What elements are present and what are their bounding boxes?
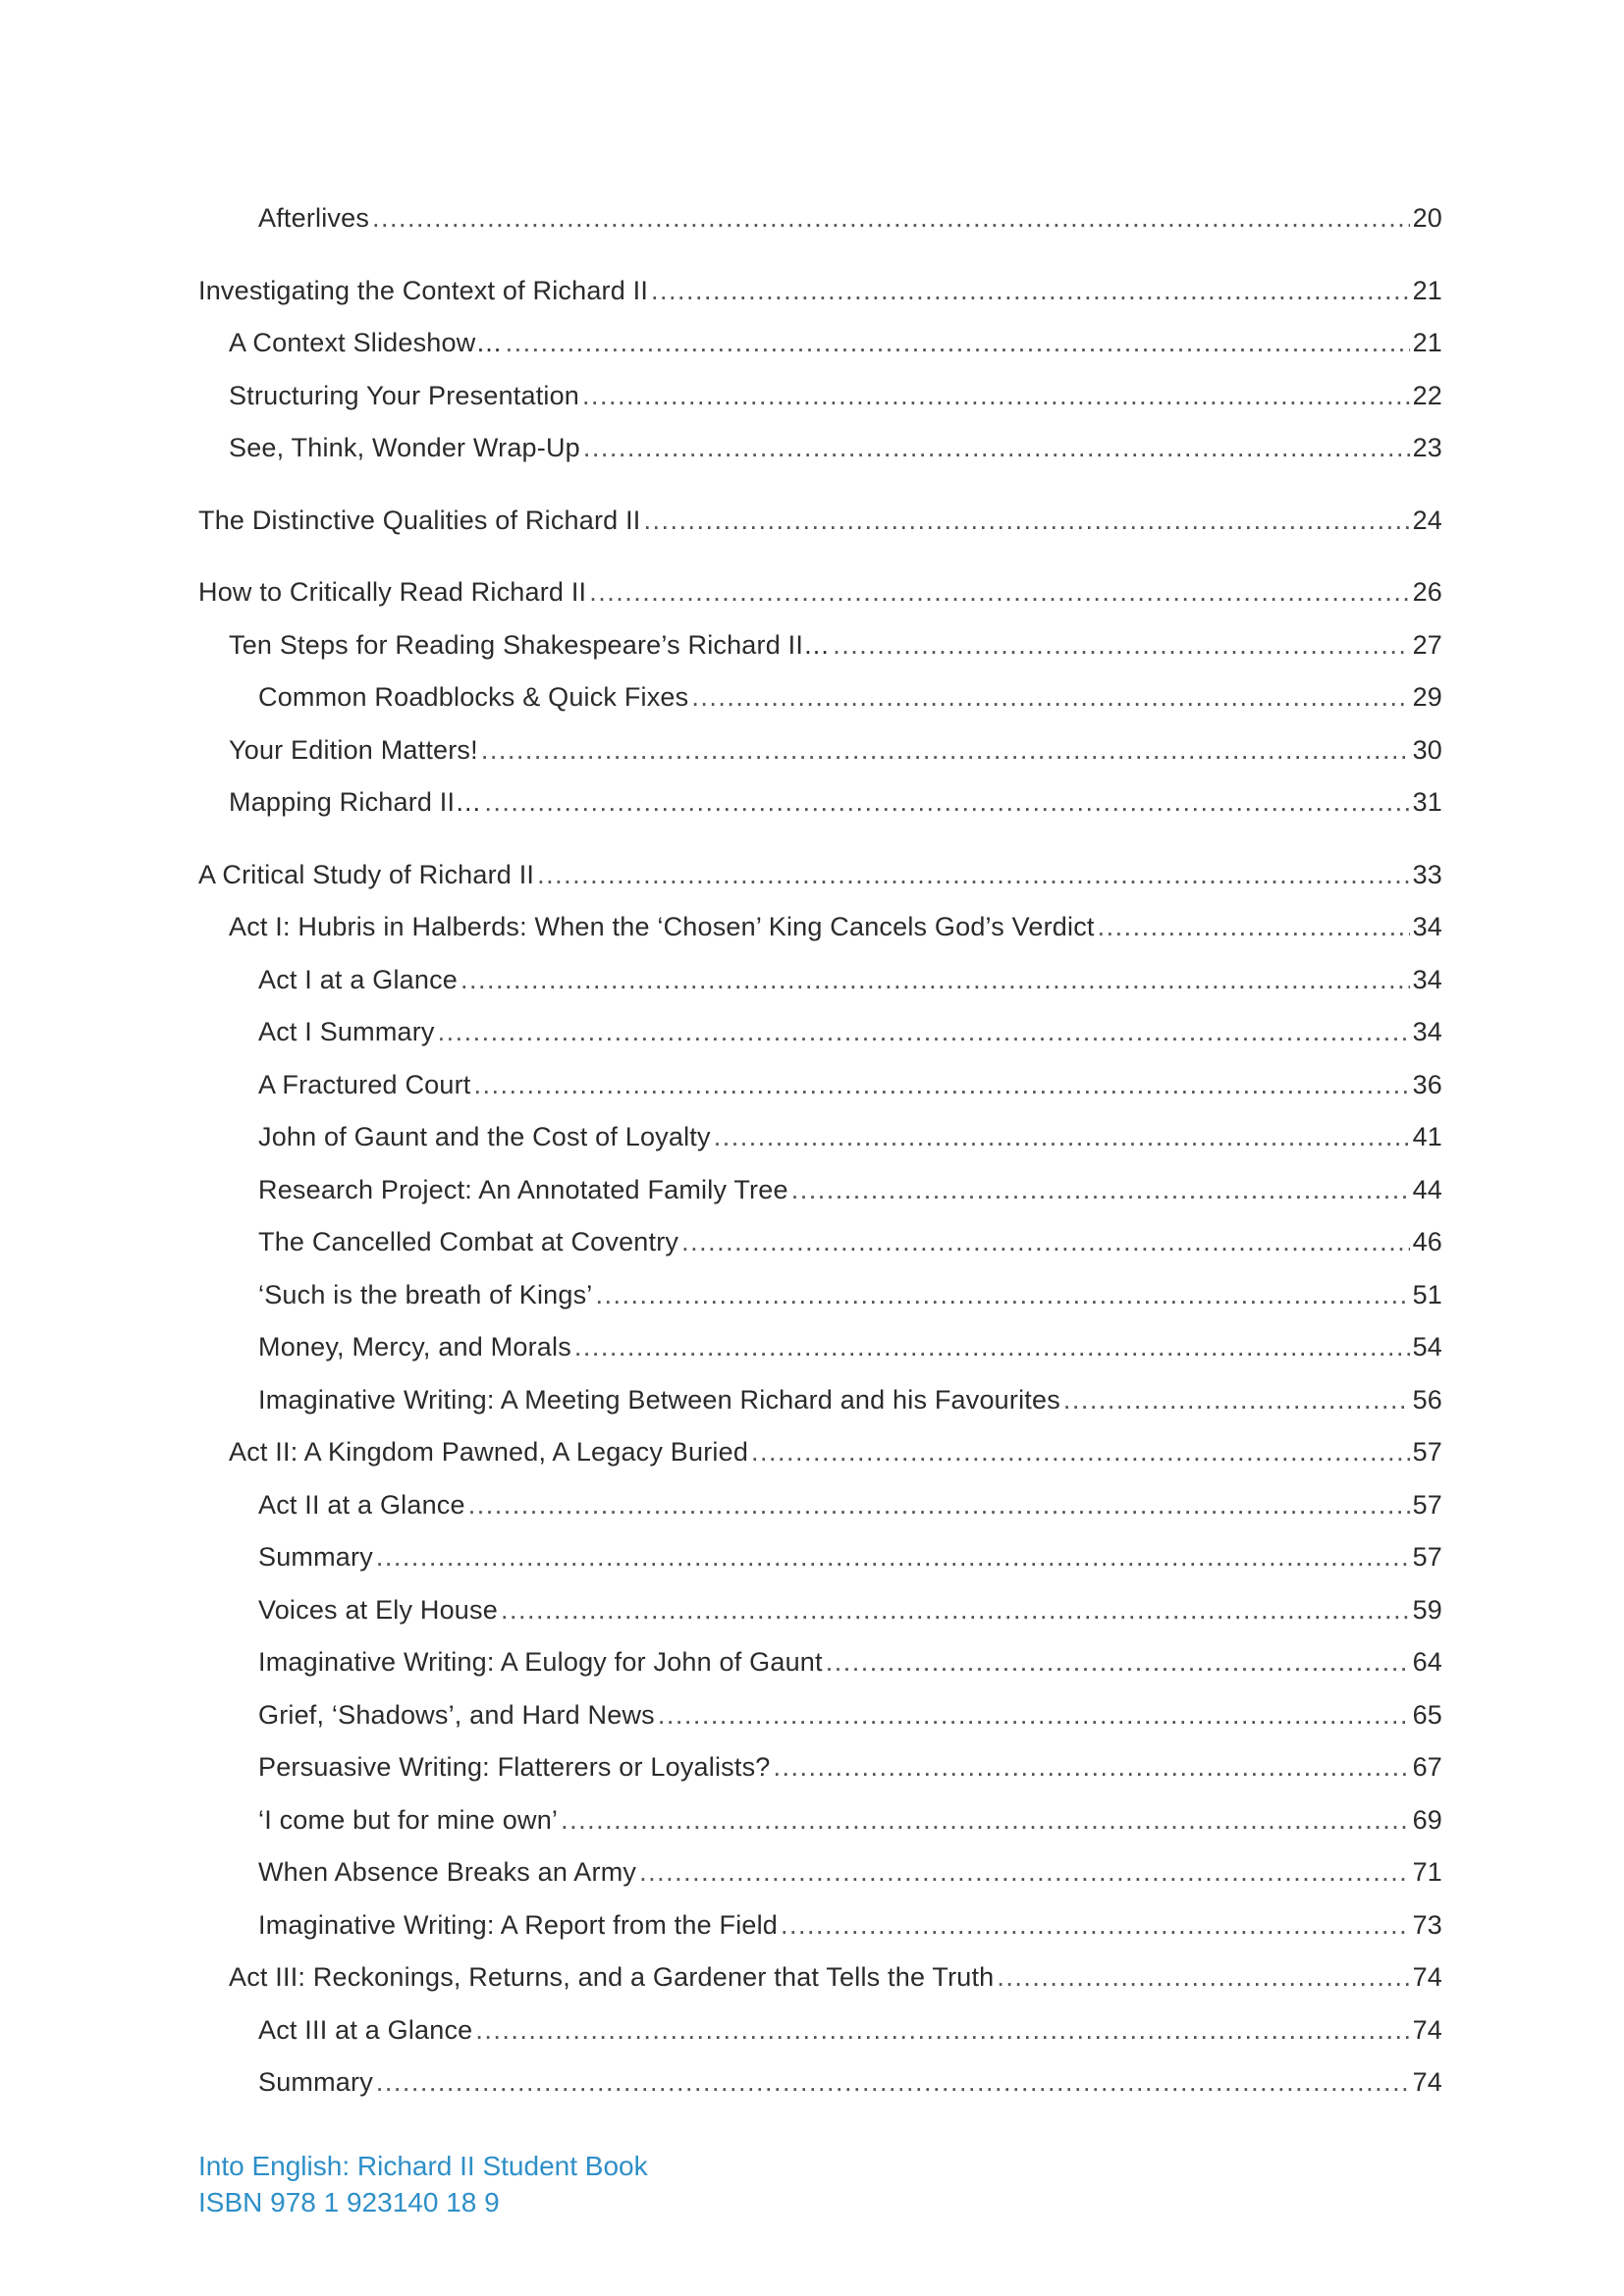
toc-entry[interactable] [198, 1794, 1442, 1847]
toc-dot-leader [639, 1846, 1409, 1899]
toc-entry-page-number: 44 [1412, 1174, 1442, 1204]
toc-entry-page-number: 71 [1412, 1857, 1442, 1887]
toc-entry-title: Structuring Your Presentation [229, 380, 580, 410]
toc-dot-leader [574, 1321, 1410, 1374]
toc-dot-leader [596, 1269, 1410, 1322]
toc-entry-title: A Context Slideshow… [229, 328, 503, 357]
toc-entry-title: Ten Steps for Reading Shakespeare’s Richard II… [229, 629, 831, 660]
toc-entry-title: How to Critically Read Richard II [198, 577, 587, 607]
page-footer [198, 2148, 648, 2220]
toc-entry-title: Your Edition Matters! [229, 734, 478, 765]
toc-entry[interactable] [198, 1321, 1442, 1374]
toc-entry-page-number: 57 [1412, 1437, 1442, 1467]
toc-entry-page-number: 54 [1412, 1332, 1442, 1362]
toc-entry-title: Common Roadblocks & Quick Fixes [258, 682, 689, 712]
toc-entry-page-number: 23 [1412, 433, 1442, 462]
toc-dot-leader [1063, 1374, 1410, 1427]
toc-dot-leader [781, 1899, 1410, 1952]
toc-entry-page-number: 34 [1412, 964, 1442, 994]
toc-entry-title: Act I at a Glance [258, 964, 458, 994]
toc-entry-page-number: 26 [1412, 577, 1442, 607]
toc-entry[interactable] [198, 1479, 1442, 1532]
toc-entry-page-number: 33 [1412, 859, 1442, 889]
toc-entry-title: Act III at a Glance [258, 2014, 473, 2045]
toc-entry-title: Imaginative Writing: A Meeting Between Richard and his Favourites [258, 1384, 1060, 1415]
toc-dot-leader [826, 1636, 1410, 1689]
toc-entry-page-number: 57 [1412, 1489, 1442, 1520]
toc-dot-leader [681, 1216, 1409, 1269]
toc-dot-leader [714, 1111, 1410, 1164]
toc-entry[interactable] [198, 1951, 1442, 2004]
toc-entry-page-number: 27 [1412, 629, 1442, 660]
toc-entry-title: Imaginative Writing: A Report from the Field [258, 1909, 779, 1940]
toc-entry[interactable] [198, 1374, 1442, 1427]
toc-dot-leader [1098, 901, 1410, 954]
table-of-contents [198, 192, 1442, 2109]
toc-entry[interactable] [198, 1164, 1442, 1217]
toc-dot-leader [376, 2056, 1410, 2109]
toc-dot-leader [475, 2004, 1409, 2057]
toc-dot-leader [751, 1426, 1410, 1479]
toc-entry-page-number: 74 [1412, 2067, 1442, 2097]
toc-entry-title: When Absence Breaks an Army [258, 1857, 637, 1887]
toc-entry-title: Grief, ‘Shadows’, and Hard News [258, 1699, 655, 1730]
toc-entry[interactable] [198, 1111, 1442, 1164]
toc-entry-title: Summary [258, 2067, 373, 2097]
toc-entry-page-number: 29 [1412, 682, 1442, 712]
toc-entry-page-number: 67 [1412, 1752, 1442, 1782]
toc-dot-leader [506, 317, 1410, 370]
toc-entry-title: Persuasive Writing: Flatterers or Loyalists? [258, 1752, 771, 1782]
toc-entry[interactable] [198, 901, 1442, 954]
footer-book-title: Into English: Richard II Student Book [198, 2151, 648, 2181]
toc-entry[interactable] [198, 370, 1442, 423]
toc-dot-leader [474, 1059, 1410, 1112]
toc-entry-title: Mapping Richard II… [229, 787, 482, 817]
toc-entry[interactable] [198, 1059, 1442, 1112]
toc-entry-page-number: 31 [1412, 787, 1442, 817]
toc-entry-page-number: 20 [1412, 203, 1442, 233]
toc-entry-page-number: 24 [1412, 505, 1442, 535]
toc-entry-page-number: 36 [1412, 1069, 1442, 1099]
toc-dot-leader [537, 849, 1409, 902]
toc-entry[interactable] [198, 1216, 1442, 1269]
toc-dot-leader [582, 370, 1410, 423]
toc-entry-page-number: 30 [1412, 734, 1442, 765]
toc-entry-page-number: 21 [1412, 275, 1442, 305]
toc-entry-page-number: 56 [1412, 1384, 1442, 1415]
toc-entry[interactable] [198, 1006, 1442, 1059]
toc-entry[interactable] [198, 776, 1442, 829]
toc-entry-title: Research Project: An Annotated Family Tree [258, 1174, 788, 1204]
toc-dot-leader [481, 724, 1410, 777]
toc-dot-leader [589, 566, 1409, 619]
toc-entry-title: A Critical Study of Richard II [198, 859, 535, 889]
toc-dot-leader [468, 1479, 1410, 1532]
toc-dot-leader [561, 1794, 1409, 1847]
toc-entry-title: Act II: A Kingdom Pawned, A Legacy Buried [229, 1437, 749, 1467]
toc-entry-title: Act I: Hubris in Halberds: When the ‘Chosen’ King Cancels God’s Verdict [229, 912, 1095, 941]
toc-entry-title: Investigating the Context of Richard II [198, 275, 649, 305]
toc-entry[interactable] [198, 619, 1442, 672]
toc-dot-leader [643, 495, 1409, 548]
toc-entry[interactable] [198, 495, 1442, 548]
toc-dot-leader [651, 265, 1410, 318]
toc-entry-page-number: 74 [1412, 2014, 1442, 2045]
toc-entry[interactable] [198, 566, 1442, 619]
toc-entry[interactable] [198, 1899, 1442, 1952]
toc-entry-page-number: 34 [1412, 1017, 1442, 1046]
toc-entry-page-number: 21 [1412, 328, 1442, 357]
toc-entry-title: John of Gaunt and the Cost of Loyalty [258, 1122, 711, 1151]
toc-entry[interactable] [198, 192, 1442, 245]
toc-entry-page-number: 64 [1412, 1647, 1442, 1677]
toc-entry[interactable] [198, 671, 1442, 724]
toc-entry[interactable] [198, 1741, 1442, 1794]
toc-entry-page-number: 59 [1412, 1594, 1442, 1625]
toc-dot-leader [438, 1006, 1410, 1059]
toc-dot-leader [997, 1951, 1409, 2004]
toc-dot-leader [691, 671, 1409, 724]
toc-entry-page-number: 74 [1412, 1962, 1442, 1992]
toc-dot-leader [376, 1531, 1410, 1584]
toc-entry[interactable] [198, 1636, 1442, 1689]
toc-entry[interactable] [198, 1584, 1442, 1637]
toc-entry-title: Money, Mercy, and Morals [258, 1332, 571, 1362]
toc-entry-title: Act II at a Glance [258, 1489, 465, 1520]
toc-entry[interactable] [198, 1689, 1442, 1742]
toc-entry[interactable] [198, 1531, 1442, 1584]
toc-entry-title: A Fractured Court [258, 1069, 471, 1099]
toc-entry[interactable] [198, 422, 1442, 475]
toc-entry-title: The Cancelled Combat at Coventry [258, 1227, 679, 1256]
toc-dot-leader [501, 1584, 1410, 1637]
toc-entry-title: Summary [258, 1542, 373, 1572]
toc-dot-leader [791, 1164, 1410, 1217]
toc-entry-title: See, Think, Wonder Wrap-Up [229, 433, 580, 462]
toc-entry-title: Afterlives [258, 203, 370, 233]
toc-entry-title: Voices at Ely House [258, 1594, 498, 1625]
toc-dot-leader [460, 954, 1410, 1007]
toc-entry-page-number: 69 [1412, 1804, 1442, 1835]
toc-entry[interactable] [198, 954, 1442, 1007]
toc-entry-page-number: 46 [1412, 1227, 1442, 1256]
toc-entry-page-number: 51 [1412, 1279, 1442, 1309]
toc-entry-title: Imaginative Writing: A Eulogy for John of Gaunt [258, 1647, 823, 1677]
toc-entry-page-number: 41 [1412, 1122, 1442, 1151]
toc-entry-page-number: 22 [1412, 380, 1442, 410]
toc-dot-leader [658, 1689, 1410, 1742]
toc-entry[interactable] [198, 265, 1442, 318]
toc-dot-leader [484, 776, 1409, 829]
toc-entry[interactable] [198, 317, 1442, 370]
toc-dot-leader [372, 192, 1410, 245]
toc-dot-leader [773, 1741, 1409, 1794]
toc-dot-leader [833, 619, 1409, 672]
toc-entry-page-number: 65 [1412, 1699, 1442, 1730]
toc-entry[interactable] [198, 2004, 1442, 2057]
toc-entry[interactable] [198, 849, 1442, 902]
toc-entry-page-number: 73 [1412, 1909, 1442, 1940]
toc-entry-page-number: 34 [1412, 912, 1442, 941]
toc-entry-title: ‘Such is the breath of Kings’ [258, 1279, 593, 1309]
toc-entry[interactable] [198, 1269, 1442, 1322]
toc-entry-title: Act III: Reckonings, Returns, and a Gardener that Tells the Truth [229, 1962, 995, 1992]
toc-entry[interactable] [198, 1846, 1442, 1899]
toc-entry[interactable] [198, 2056, 1442, 2109]
toc-entry[interactable] [198, 1426, 1442, 1479]
toc-entry-title: Act I Summary [258, 1017, 435, 1046]
toc-entry-title: The Distinctive Qualities of Richard II [198, 505, 641, 535]
toc-entry[interactable] [198, 724, 1442, 777]
toc-entry-page-number: 57 [1412, 1542, 1442, 1572]
toc-entry-title: ‘I come but for mine own’ [258, 1804, 559, 1835]
footer-isbn: ISBN 978 1 923140 18 9 [198, 2187, 500, 2217]
toc-dot-leader [583, 422, 1410, 475]
